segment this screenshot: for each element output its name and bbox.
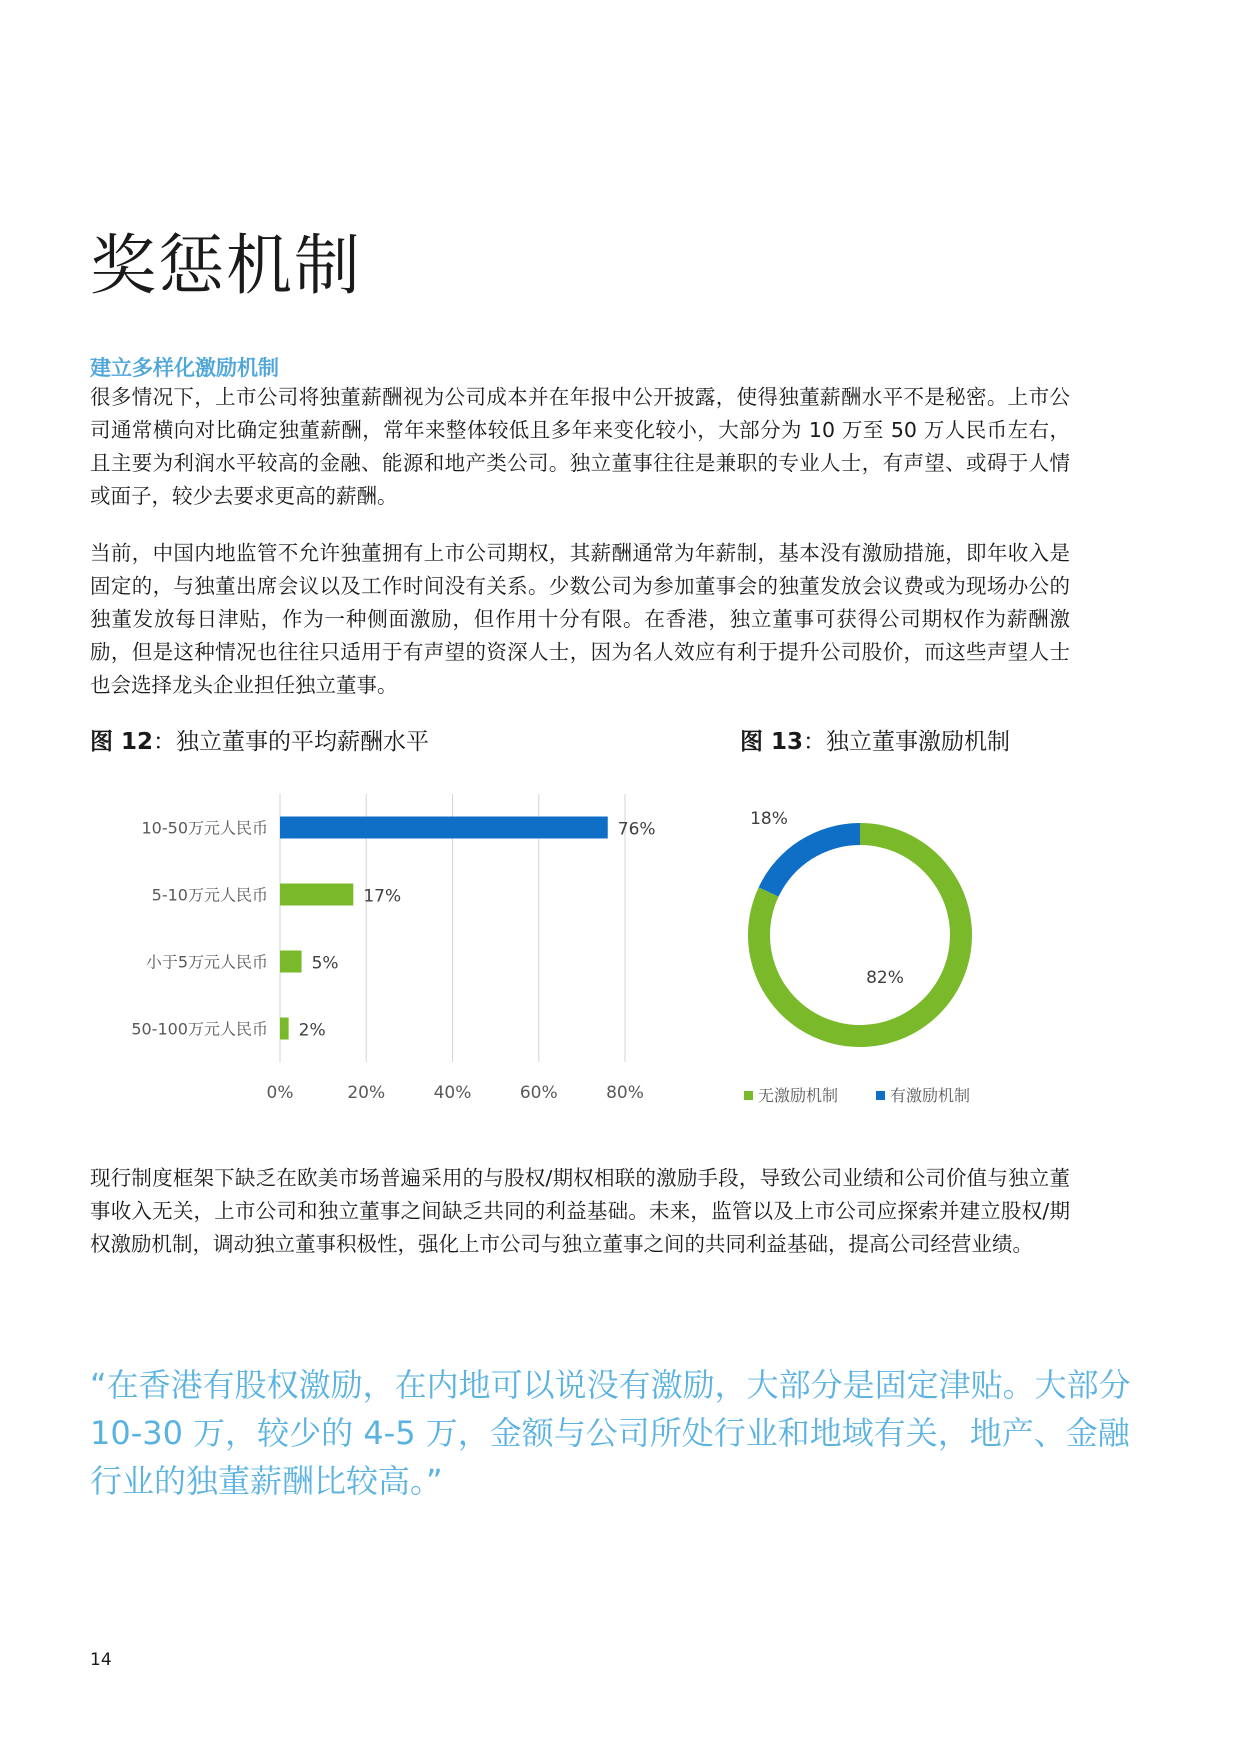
x-tick-label: 80% <box>606 1083 644 1103</box>
figure-12-caption: ：独立董事的平均薪酬水平 <box>153 729 430 755</box>
x-tick-label: 40% <box>433 1083 472 1103</box>
bar <box>280 951 302 973</box>
pull-quote: “在香港有股权激励，在内地可以说没有激励，大部分是固定津贴。大部分 10-30 万，较少的 4-5 万，金额与公司所处行业和地域有关，地产、金融行业的独董薪酬比较高。” <box>90 1366 1131 1500</box>
legend-label: 有激励机制 <box>890 1086 971 1105</box>
section-heading: 建立多样化激励机制 <box>90 356 279 380</box>
category-label: 小于5万元人民币 <box>145 952 268 972</box>
data-label: 17% <box>363 886 402 907</box>
figure-12-title <box>90 723 429 756</box>
figure-13-title <box>740 723 1010 756</box>
donut-slice <box>759 823 860 897</box>
category-label: 10-50万元人民币 <box>141 818 268 838</box>
page-number: 14 <box>90 1650 112 1670</box>
figure-13-number: 图 13 <box>740 729 804 755</box>
figure-13-caption: ：独立董事激励机制 <box>803 729 1011 755</box>
legend-swatch <box>876 1091 885 1100</box>
category-label: 5-10万元人民币 <box>151 885 268 905</box>
legend-swatch <box>744 1091 753 1100</box>
bar <box>280 884 353 906</box>
x-tick-label: 60% <box>519 1083 558 1103</box>
paragraph-1: 很多情况下，上市公司将独董薪酬视为公司成本并在年报中公开披露，使得独董薪酬水平不是秘密。上市公司通常横向对比确定独董薪酬，常年来整体较低且多年来变化较小，大部分为 10 万至 50 万人民币左右，且主要为利润水平较高的金融、能源和地产类公司。独立董事往往是兼职的专业人士，有声望、或碍于人情或面子，较少去要求更高的薪酬。 <box>90 385 1070 508</box>
data-label: 5% <box>311 953 339 974</box>
x-tick-label: 20% <box>347 1083 386 1103</box>
data-label: 82% <box>866 968 904 988</box>
paragraph-2: 当前，中国内地监管不允许独董拥有上市公司期权，其薪酬通常为年薪制，基本没有激励措施，即年收入是固定的，与独董出席会议以及工作时间没有关系。少数公司为参加董事会的独董发放会议费或为现场办公的独董发放每日津贴，作为一种侧面激励，但作用十分有限。在香港，独立董事可获得公司期权作为薪酬激励，但是这种情况也往往只适用于有声望的资深人士，因为名人效应有利于提升公司股价，而这些声望人士也会选择龙头企业担任独立董事。 <box>90 541 1070 697</box>
data-label: 18% <box>750 809 788 829</box>
bar-chart-average-compensation <box>90 780 710 1120</box>
data-label: 76% <box>617 819 656 840</box>
bar <box>280 1018 289 1040</box>
paragraph-3: 现行制度框架下缺乏在欧美市场普遍采用的与股权/期权相联的激励手段，导致公司业绩和公司价值与独立董事收入无关，上市公司和独立董事之间缺乏共同的利益基础。未来，监管以及上市公司应探索并建立股权/期权激励机制，调动独立董事积极性，强化上市公司与独立董事之间的共同利益基础，提高公司经营业绩。 <box>90 1166 1070 1256</box>
x-tick-label: 0% <box>266 1083 294 1103</box>
figure-12-number: 图 12 <box>90 729 154 755</box>
donut-chart-incentive-mechanism <box>730 790 1050 1120</box>
category-label: 50-100万元人民币 <box>131 1019 268 1039</box>
bar <box>280 817 608 839</box>
legend-label: 无激励机制 <box>758 1086 839 1105</box>
page-title: 奖惩机制 <box>90 227 362 304</box>
data-label: 2% <box>298 1020 326 1041</box>
